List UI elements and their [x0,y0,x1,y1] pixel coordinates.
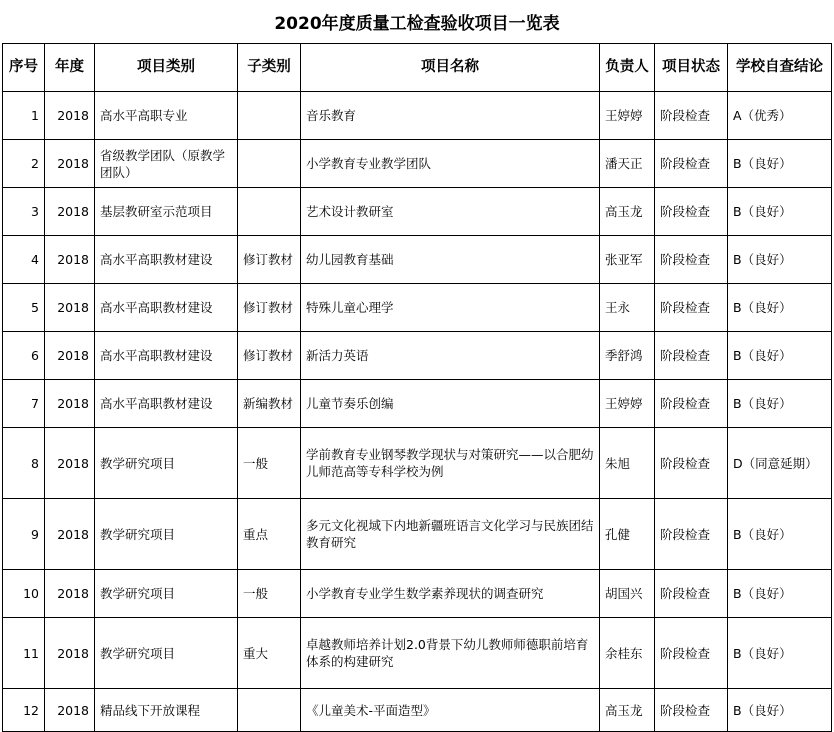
header-no: 序号 [3,44,45,92]
cell-conclusion[interactable]: B（良好） [728,499,832,570]
cell-status[interactable]: 阶段检查 [655,236,728,284]
cell-year[interactable]: 2018 [45,188,95,236]
cell-year[interactable]: 2018 [45,284,95,332]
table-row [3,499,832,570]
table-row [3,689,832,732]
table-row [3,332,832,380]
cell-status[interactable]: 阶段检查 [655,570,728,618]
cell-conclusion[interactable]: B（良好） [728,332,832,380]
cell-conclusion[interactable]: B（良好） [728,140,832,188]
cell-conclusion[interactable]: B（良好） [728,236,832,284]
cell-year[interactable]: 2018 [45,689,95,732]
header-subcategory: 子类别 [238,44,301,92]
cell-year[interactable]: 2018 [45,570,95,618]
cell-year[interactable]: 2018 [45,332,95,380]
cell-no[interactable]: 6 [3,332,45,380]
header-category: 项目类别 [95,44,238,92]
cell-category[interactable]: 高水平高职教材建设 [95,380,238,428]
header-year: 年度 [45,44,95,92]
cell-status[interactable]: 阶段检查 [655,618,728,689]
cell-project-name[interactable]: 艺术设计教研室 [301,188,600,236]
cell-project-name[interactable]: 多元文化视域下内地新疆班语言文化学习与民族团结教育研究 [301,499,600,570]
cell-year[interactable]: 2018 [45,92,95,140]
cell-status[interactable]: 阶段检查 [655,188,728,236]
cell-conclusion[interactable]: B（良好） [728,570,832,618]
cell-project-name[interactable]: 幼儿园教育基础 [301,236,600,284]
cell-owner[interactable]: 胡国兴 [600,570,655,618]
project-table [2,43,832,732]
cell-category[interactable]: 高水平高职教材建设 [95,332,238,380]
cell-subcategory[interactable] [238,140,301,188]
cell-category[interactable]: 精品线下开放课程 [95,689,238,732]
cell-no[interactable]: 4 [3,236,45,284]
cell-project-name[interactable]: 小学教育专业学生数学素养现状的调查研究 [301,570,600,618]
cell-subcategory[interactable] [238,689,301,732]
cell-subcategory[interactable]: 新编教材 [238,380,301,428]
cell-category[interactable]: 基层教研室示范项目 [95,188,238,236]
cell-category[interactable]: 教学研究项目 [95,499,238,570]
cell-category[interactable]: 高水平高职教材建设 [95,284,238,332]
header-conclusion: 学校自查结论 [728,44,832,92]
table-row [3,140,832,188]
header-row [3,44,832,92]
cell-category[interactable]: 教学研究项目 [95,618,238,689]
cell-owner[interactable]: 王永 [600,284,655,332]
cell-no[interactable]: 8 [3,428,45,499]
cell-year[interactable]: 2018 [45,140,95,188]
cell-no[interactable]: 12 [3,689,45,732]
table-row [3,618,832,689]
cell-no[interactable]: 11 [3,618,45,689]
cell-status[interactable]: 阶段检查 [655,689,728,732]
cell-status[interactable]: 阶段检查 [655,499,728,570]
table-row [3,188,832,236]
cell-no[interactable]: 10 [3,570,45,618]
header-status: 项目状态 [655,44,728,92]
cell-subcategory[interactable] [238,92,301,140]
cell-no[interactable]: 5 [3,284,45,332]
cell-status[interactable]: 阶段检查 [655,380,728,428]
cell-no[interactable]: 9 [3,499,45,570]
cell-owner[interactable]: 高玉龙 [600,188,655,236]
cell-conclusion[interactable]: B（良好） [728,618,832,689]
cell-owner[interactable]: 余桂东 [600,618,655,689]
table-row [3,236,832,284]
table-row [3,92,832,140]
cell-no[interactable]: 2 [3,140,45,188]
cell-category[interactable]: 省级教学团队（原教学团队） [95,140,238,188]
table-row [3,380,832,428]
cell-category[interactable]: 高水平高职教材建设 [95,236,238,284]
cell-no[interactable]: 7 [3,380,45,428]
cell-conclusion[interactable]: B（良好） [728,380,832,428]
cell-subcategory[interactable] [238,188,301,236]
cell-owner[interactable]: 王婷婷 [600,380,655,428]
cell-year[interactable]: 2018 [45,499,95,570]
cell-status[interactable]: 阶段检查 [655,284,728,332]
header-owner: 负责人 [600,44,655,92]
cell-year[interactable]: 2018 [45,428,95,499]
table-row [3,570,832,618]
cell-no[interactable]: 1 [3,92,45,140]
cell-subcategory[interactable]: 一般 [238,428,301,499]
cell-conclusion[interactable]: B（良好） [728,689,832,732]
table-title: 2020年度质量工检查验收项目一览表 [274,14,560,34]
cell-year[interactable]: 2018 [45,618,95,689]
cell-owner[interactable]: 潘天正 [600,140,655,188]
cell-conclusion[interactable]: D（同意延期） [728,428,832,499]
cell-subcategory[interactable]: 修订教材 [238,236,301,284]
cell-status[interactable]: 阶段检查 [655,140,728,188]
cell-owner[interactable]: 张亚军 [600,236,655,284]
cell-conclusion[interactable]: A（优秀） [728,92,832,140]
cell-project-name[interactable]: 学前教育专业钢琴教学现状与对策研究——以合肥幼儿师范高等专科学校为例 [301,428,600,499]
cell-project-name[interactable]: 卓越教师培养计划2.0背景下幼儿教师师德职前培育体系的构建研究 [301,618,600,689]
cell-owner[interactable]: 孔健 [600,499,655,570]
cell-project-name[interactable]: 新活力英语 [301,332,600,380]
cell-project-name[interactable]: 特殊儿童心理学 [301,284,600,332]
header-project-name: 项目名称 [301,44,600,92]
cell-owner[interactable]: 王婷婷 [600,92,655,140]
cell-project-name[interactable]: 《儿童美术-平面造型》 [301,689,600,732]
cell-category[interactable]: 高水平高职专业 [95,92,238,140]
cell-project-name[interactable]: 儿童节奏乐创编 [301,380,600,428]
cell-no[interactable]: 3 [3,188,45,236]
cell-status[interactable]: 阶段检查 [655,332,728,380]
cell-category[interactable]: 教学研究项目 [95,570,238,618]
cell-status[interactable]: 阶段检查 [655,92,728,140]
cell-subcategory[interactable]: 一般 [238,570,301,618]
cell-subcategory[interactable]: 重大 [238,618,301,689]
cell-project-name[interactable]: 音乐教育 [301,92,600,140]
cell-owner[interactable]: 朱旭 [600,428,655,499]
cell-subcategory[interactable]: 重点 [238,499,301,570]
cell-owner[interactable]: 季舒鸿 [600,332,655,380]
cell-conclusion[interactable]: B（良好） [728,284,832,332]
cell-subcategory[interactable]: 修订教材 [238,332,301,380]
cell-subcategory[interactable]: 修订教材 [238,284,301,332]
cell-status[interactable]: 阶段检查 [655,428,728,499]
cell-project-name[interactable]: 小学教育专业教学团队 [301,140,600,188]
cell-year[interactable]: 2018 [45,380,95,428]
cell-owner[interactable]: 高玉龙 [600,689,655,732]
cell-category[interactable]: 教学研究项目 [95,428,238,499]
table-row [3,284,832,332]
table-row [3,428,832,499]
cell-conclusion[interactable]: B（良好） [728,188,832,236]
cell-year[interactable]: 2018 [45,236,95,284]
